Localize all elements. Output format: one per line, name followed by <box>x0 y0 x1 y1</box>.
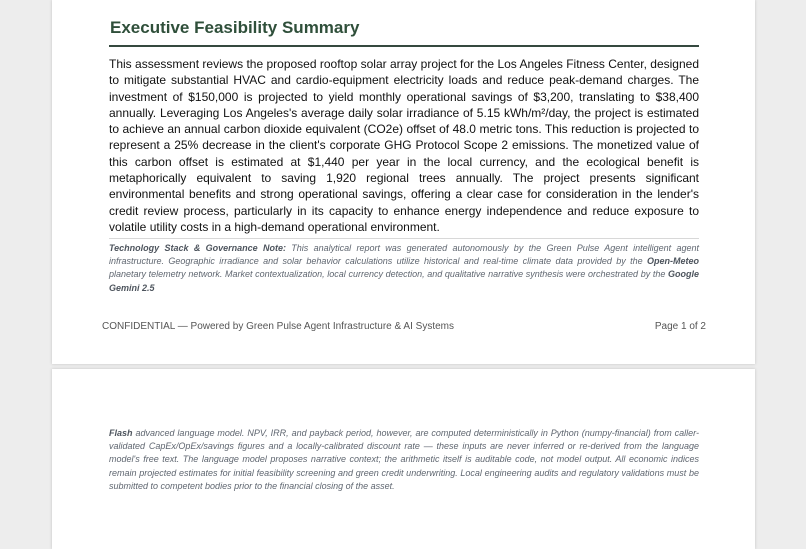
summary-paragraph: This assessment reviews the proposed rooftop solar array project for the Los Angeles Fitness Center, designed to mitigate substantial HVAC and cardio-equipment electricity loads and reduce peak-demand charges. The investment of $150,000 is projected to yield monthly operational savings of $3,200, translating to $38,400 annually. Leveraging Los Angeles's average daily solar irradiance of 5.15 kWh/m²/day, the project is estimated to achieve an annual carbon dioxide equivalent (CO2e) offset of 48.0 metric tons. This reduction is projected to represent a 25% decrease in the client's corporate GHG Protocol Scope 2 emissions. The monetized value of this carbon offset is estimated at $1,440 per year in the local currency, and the ecological benefit is metaphorically equivalent to saving 1,920 regional trees annually. The project presents significant environmental benefits and strong operational savings, offering a clear case for consideration in the lender's credit review process, particularly in its capacity to enhance energy independence and reduce exposure to volatile utility costs in a high-demand operational environment. <box>109 57 699 234</box>
governance-note <box>109 238 699 295</box>
page-title: Executive Feasibility Summary <box>110 18 360 37</box>
flash-label: Flash <box>109 428 133 438</box>
governance-note-text-2: planetary telemetry network. Market contextualization, local currency detection, and qualitative narrative synthesis were orchestrated by the <box>109 269 668 280</box>
page-number: Page 1 of 2 <box>654 321 706 332</box>
governance-note-label: Technology Stack & Governance Note: <box>109 243 286 253</box>
open-meteo-label: Open-Meteo <box>646 256 699 267</box>
gemini-label: Google Gemini 2.5 <box>109 269 699 293</box>
confidential-footer: CONFIDENTIAL — Powered by Green Pulse Agent Infrastructure & AI Systems <box>102 321 454 332</box>
governance-note-continued <box>109 427 699 493</box>
governance-note-text-1: This analytical report was generated autonomously by the Green Pulse Agent intelligent agent infrastructure. Geographic irradiance and solar behavior calculations utilize historical and real-time climate data provided by the <box>109 243 699 267</box>
report-page-1 <box>52 0 755 364</box>
governance-note-continued-text: advanced language model. NPV, IRR, and payback period, however, are computed deterministically in Python (numpy-financial) from caller-validated CapEx/OpEx/savings figures and a locally-calibrated discount rate — these inputs are never inferred or re-derived from the language model's free text. The language model proposes narrative context; the arithmetic itself is auditable code, not model output. All economic indices remain projected estimates for initial feasibility screening and green credit underwriting. Local engineering audits and regulatory validations must be submitted to competent bodies prior to the financial closing of the asset. <box>109 428 699 491</box>
report-page-2 <box>52 369 755 549</box>
title-divider <box>109 45 699 47</box>
